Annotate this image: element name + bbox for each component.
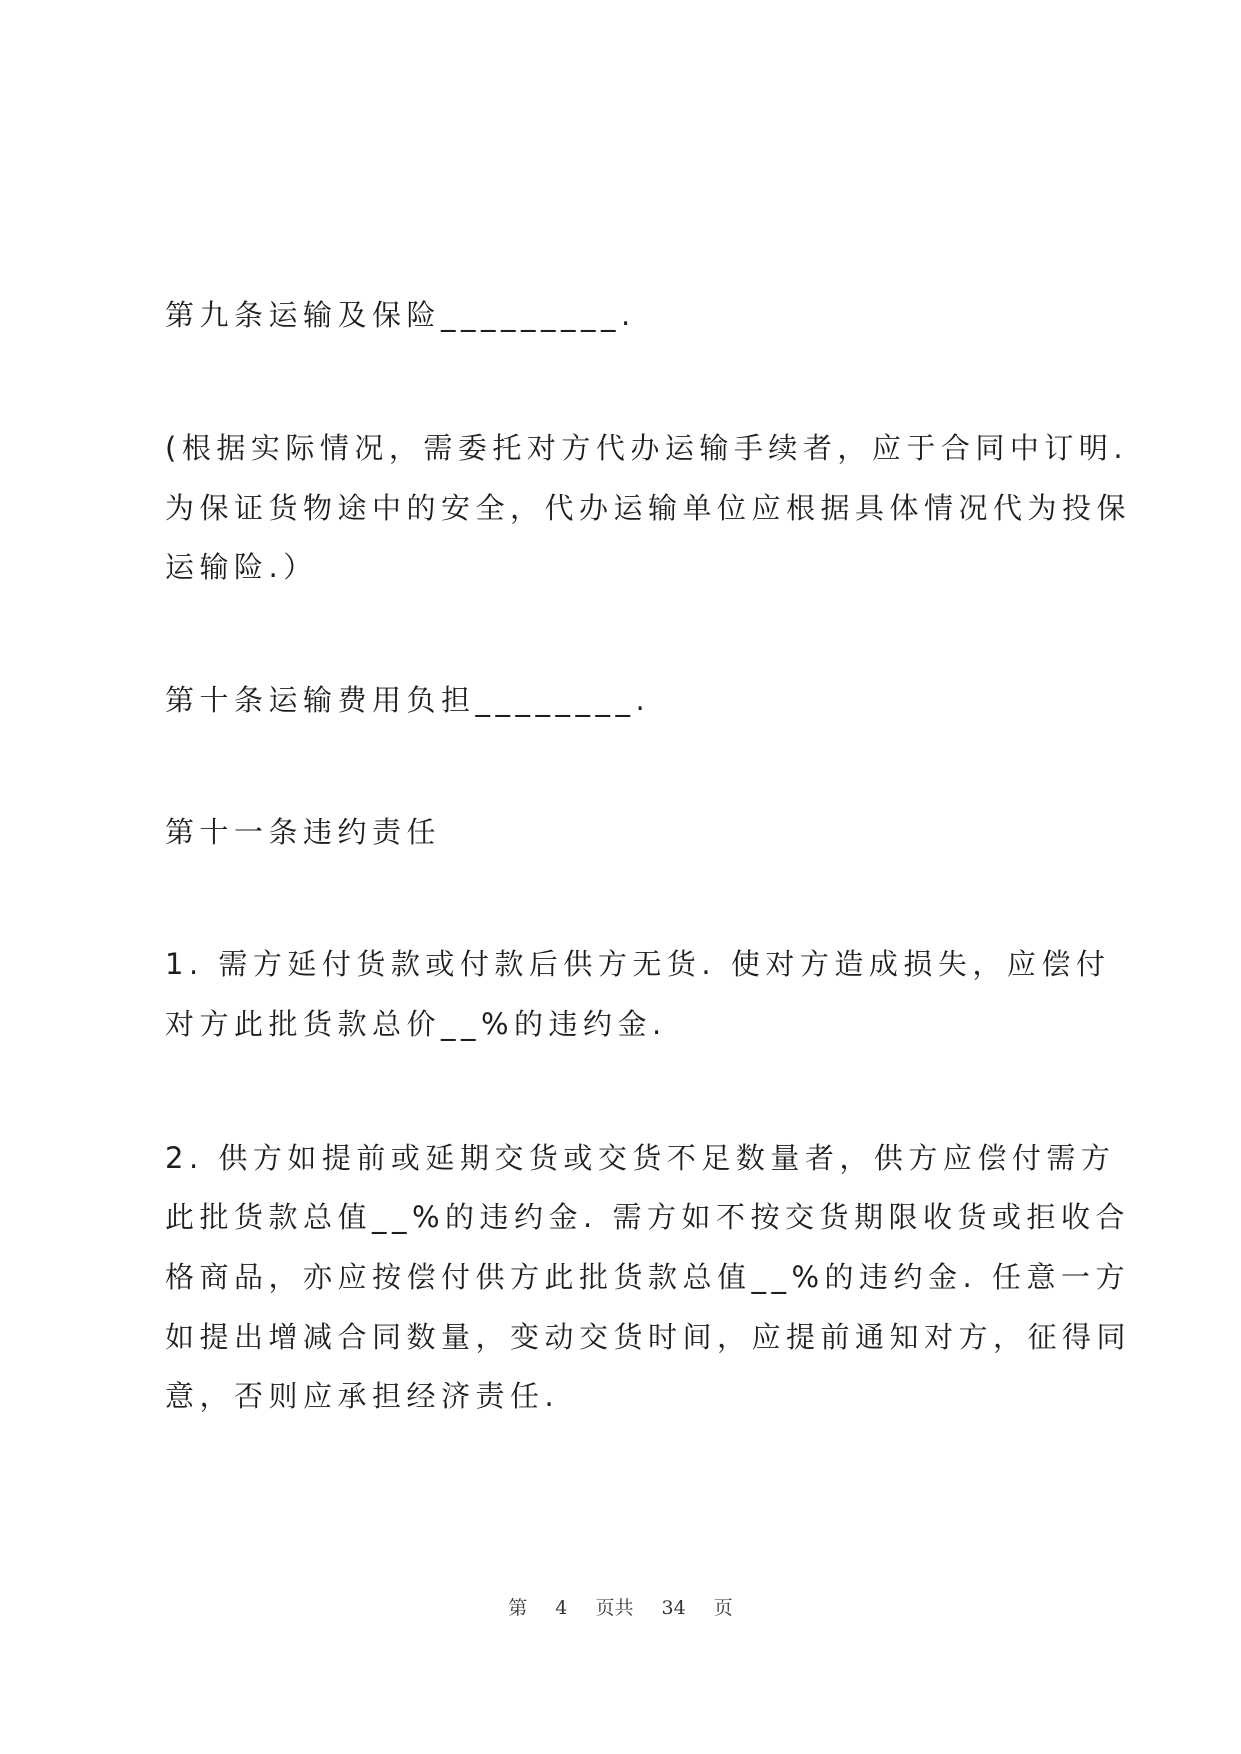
article-9-heading: 第九条运输及保险_________. <box>165 298 636 332</box>
article-9-note-line-1: (根据实际情况，需委托对方代办运输手续者，应于合同中订明. <box>165 431 1129 465</box>
clause-1-line-1: 1. 需方延付货款或付款后供方无货. 使对方造成损失，应偿付 <box>165 947 1111 981</box>
clause-1-line-2: 对方此批货款总价__%的违约金. <box>165 1007 667 1041</box>
clause-2-line-2: 此批货款总值__%的违约金. 需方如不按交货期限收货或拒收合 <box>165 1200 1130 1234</box>
article-9-note-line-3: 运输险.） <box>165 550 318 584</box>
clause-2-line-5: 意，否则应承担经济责任. <box>165 1379 560 1413</box>
article-11-heading: 第十一条违约责任 <box>165 815 442 849</box>
article-10-heading: 第十条运输费用负担________. <box>165 683 651 717</box>
article-9-note-line-2: 为保证货物途中的安全，代办运输单位应根据具体情况代为投保 <box>165 491 1132 525</box>
clause-2-line-4: 如提出增减合同数量，变动交货时间，应提前通知对方，征得同 <box>165 1320 1132 1354</box>
footer-prefix: 第 <box>508 1597 528 1619</box>
footer-middle: 页共 <box>595 1597 634 1619</box>
page-footer <box>0 1593 1241 1620</box>
total-page-count: 34 <box>661 1597 686 1619</box>
clause-2-line-1: 2. 供方如提前或延期交货或交货不足数量者，供方应偿付需方 <box>165 1141 1116 1175</box>
current-page-number: 4 <box>555 1597 568 1619</box>
footer-suffix: 页 <box>713 1597 733 1619</box>
clause-2-line-3: 格商品，亦应按偿付供方此批货款总值__%的违约金. 任意一方 <box>165 1260 1130 1294</box>
